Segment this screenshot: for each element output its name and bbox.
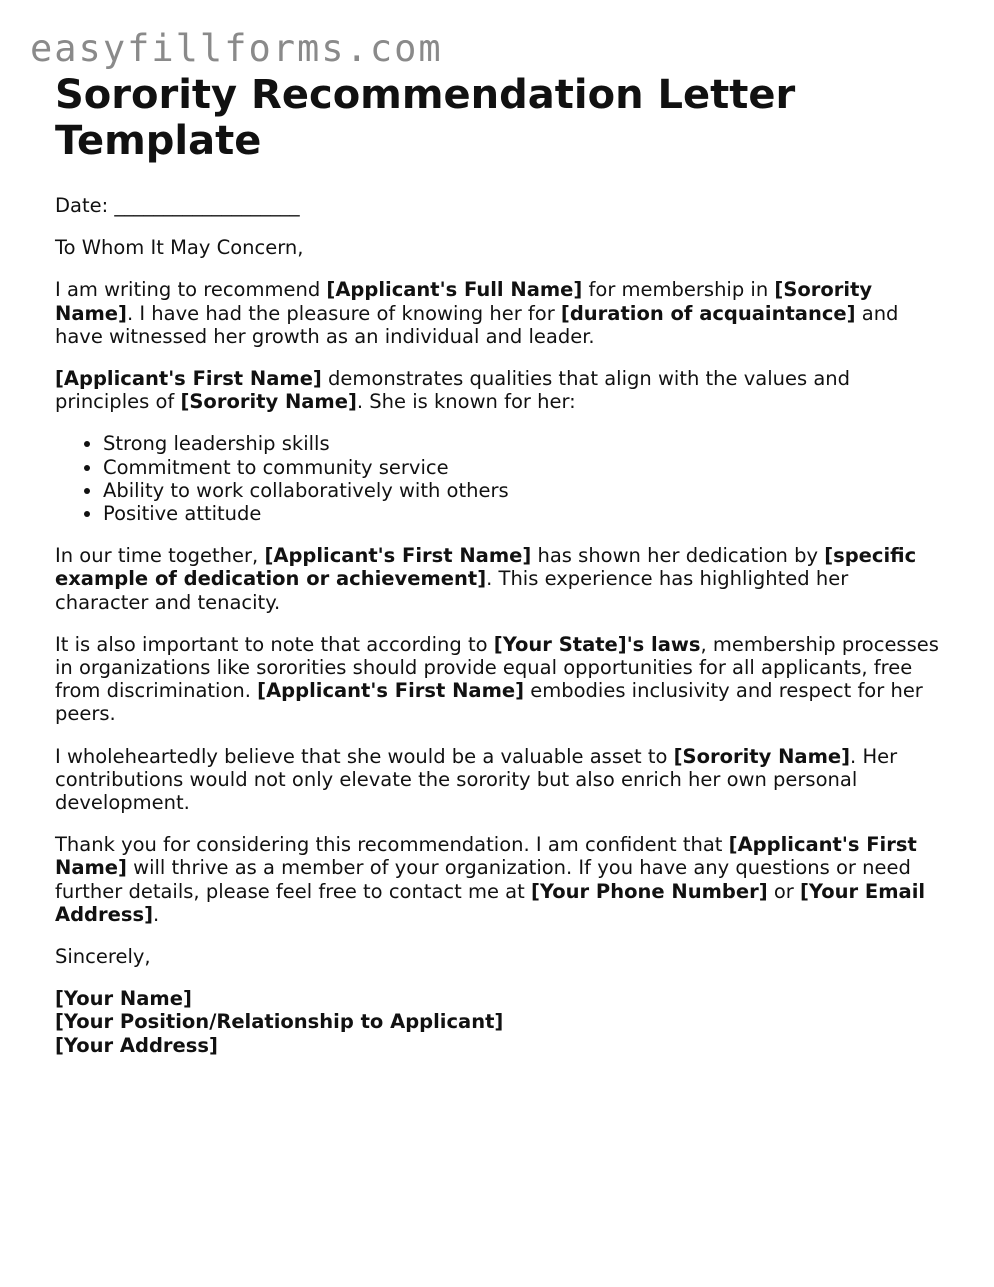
placeholder-applicant-first-name: [Applicant's First Name] — [55, 367, 322, 391]
text: or — [767, 879, 800, 903]
text: . This experience has highlighted her character and tenacity. — [55, 567, 849, 614]
qualities-list — [55, 432, 945, 525]
list-item: • Positive attitude — [103, 502, 945, 525]
list-item: • Strong leadership skills — [103, 432, 945, 455]
list-item: • Commitment to community service — [103, 456, 945, 479]
placeholder-applicant-first-name: [Applicant's First Name] — [55, 833, 917, 880]
paragraph-thanks — [55, 833, 945, 926]
signature-name: [Your Name] — [55, 987, 192, 1011]
text: In our time together, — [55, 544, 265, 568]
text: I am writing to recommend — [55, 278, 327, 302]
signature-address: [Your Address] — [55, 1033, 218, 1057]
placeholder-example: [specific example of dedication or achievement] — [55, 544, 917, 591]
text: . — [152, 902, 160, 926]
text: will thrive as a member of your organization. If you have any questions or need further details, please feel free to contact me at — [55, 856, 911, 903]
signature-position: [Your Position/Relationship to Applicant] — [55, 1010, 504, 1034]
paragraph-asset — [55, 745, 945, 815]
text: . I have had the pleasure of knowing her for — [126, 301, 561, 325]
text: , membership processes in organizations like sororities should provide equal opportunities for all applicants, free from discrimination. — [55, 632, 939, 703]
placeholder-applicant-full-name: [Applicant's Full Name] — [326, 278, 583, 302]
text: has shown her dedication by — [531, 544, 825, 568]
text: and have witnessed her growth as an individual and leader. — [55, 301, 899, 348]
placeholder-sorority-name: [Sorority Name] — [673, 744, 851, 768]
page-title: Sorority Recommendation Letter Template — [55, 72, 796, 164]
placeholder-phone: [Your Phone Number] — [530, 879, 768, 903]
closing: Sincerely, — [55, 945, 151, 969]
text: for membership in — [582, 278, 775, 302]
text: It is also important to note that according to — [55, 632, 494, 656]
date-label: Date: — [55, 194, 109, 217]
salutation: To Whom It May Concern, — [55, 236, 304, 260]
text: . Her contributions would not only elevate the sorority but also enrich her own personal development. — [55, 744, 898, 815]
text: embodies inclusivity and respect for her peers. — [55, 679, 923, 726]
text: . She is known for her: — [356, 390, 576, 414]
placeholder-sorority-name: [Sorority Name] — [180, 390, 357, 414]
date-line — [55, 194, 945, 217]
placeholder-state-laws: [Your State]'s laws — [493, 632, 701, 656]
watermark: easyfillforms.com — [30, 27, 443, 70]
letter — [55, 72, 945, 1057]
text: Thank you for considering this recommendation. I am confident that — [55, 833, 729, 857]
placeholder-sorority-name: [Sorority Name] — [55, 278, 873, 325]
placeholder-email: [Your Email Address] — [55, 879, 926, 926]
placeholder-applicant-first-name: [Applicant's First Name] — [257, 679, 525, 703]
paragraph-qualities — [55, 367, 945, 413]
date-blank: ___________________ — [114, 194, 300, 217]
paragraph-intro — [55, 278, 945, 348]
paragraph-laws — [55, 633, 945, 726]
signature-block — [55, 987, 945, 1057]
text: demonstrates qualities that align with the values and principles of — [55, 367, 851, 414]
list-item: • Ability to work collaboratively with others — [103, 479, 945, 502]
placeholder-duration: [duration of acquaintance] — [560, 301, 856, 325]
placeholder-applicant-first-name: [Applicant's First Name] — [264, 544, 532, 568]
paragraph-dedication — [55, 544, 945, 614]
text: I wholeheartedly believe that she would be a valuable asset to — [55, 744, 674, 768]
